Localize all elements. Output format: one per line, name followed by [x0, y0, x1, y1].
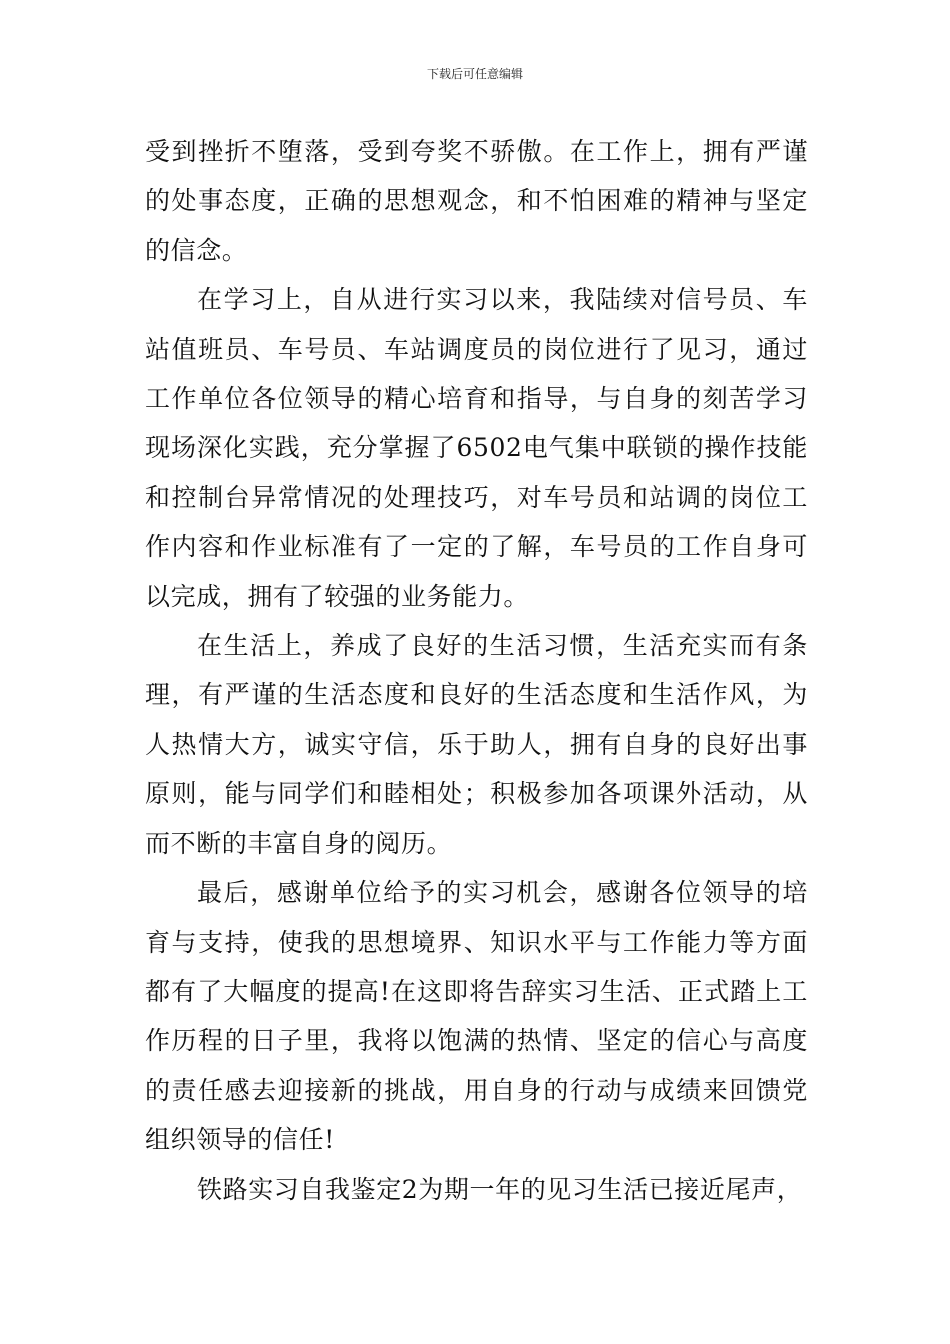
- paragraph-3: 在生活上，养成了良好的生活习惯，生活充实而有条理，有严谨的生活态度和良好的生活态度和生活作风，为人热情大方，诚实守信，乐于助人，拥有自身的良好出事原则，能与同学们和睦相处；积极参加各项课外活动，从而不断的丰富自身的阅历。: [145, 631, 808, 858]
- paragraph-2: 在学习上，自从进行实习以来，我陆续对信号员、车站值班员、车号员、车站调度员的岗位进行了见习，通过工作单位各位领导的精心培育和指导，与自身的刻苦学习现场深化实践，充分掌握了6502电气集中联锁的操作技能和控制台异常情况的处理技巧，对车号员和站调的岗位工作内容和作业标准有了一定的了解，车号员的工作自身可以完成，拥有了较强的业务能力。: [145, 285, 808, 611]
- document-body: [145, 127, 808, 1214]
- paragraph-4: 最后，感谢单位给予的实习机会，感谢各位领导的培育与支持，使我的思想境界、知识水平与工作能力等方面都有了大幅度的提高!在这即将告辞实习生活、正式踏上工作历程的日子里，我将以饱满的热情、坚定的信心与高度的责任感去迎接新的挑战，用自身的行动与成绩来回馈党组织领导的信任!: [145, 878, 808, 1155]
- page-header-note: 下载后可任意编辑: [426, 67, 523, 81]
- paragraph-1: 受到挫折不堕落，受到夸奖不骄傲。在工作上，拥有严谨的处事态度，正确的思想观念，和不怕困难的精神与坚定的信念。: [145, 137, 808, 265]
- paragraph-5: 铁路实习自我鉴定2为期一年的见习生活已接近尾声，: [197, 1174, 803, 1204]
